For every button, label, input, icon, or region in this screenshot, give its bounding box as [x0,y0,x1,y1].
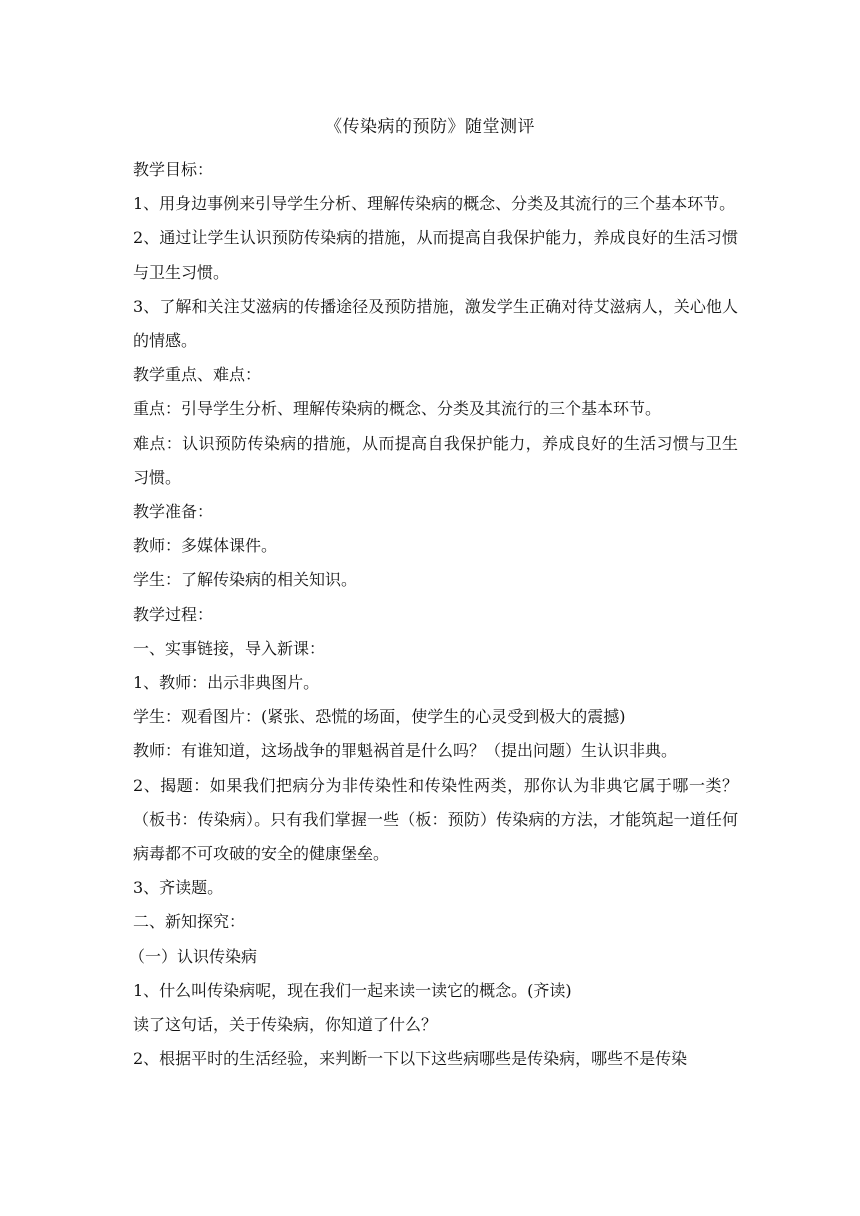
paragraph-step-2: 2、揭题：如果我们把病分为非传染性和传染性两类，那你认为非典它属于哪一类？（板书：传染病）。只有我们掌握一些（板：预防）传染病的方法，才能筑起一道任何病毒都不可攻破的安全的健康堡垒。 [133,775,738,864]
paragraph-goal-3: 3、了解和关注艾滋病的传播途径及预防措施，激发学生正确对待艾滋病人，关心他人的情感。 [133,296,738,351]
subsection-heading-explore: 二、新知探究： [133,912,246,932]
subsection-heading-know-disease: （一）认识传染病 [129,946,258,966]
section-heading-preparation: 教学准备： [133,502,214,522]
paragraph-step-1: 1、教师：出示非典图片。 [133,673,320,693]
paragraph-step-3: 3、齐读题。 [133,878,224,898]
paragraph-student-observe: 学生：观看图片：(紧张、恐慌的场面，使学生的心灵受到极大的震撼) [133,707,626,727]
paragraph-concept: 1、什么叫传染病呢，现在我们一起来读一读它的概念。(齐读) [133,980,572,1000]
subsection-heading-intro: 一、实事链接，导入新课： [133,638,326,658]
section-heading-key-points: 教学重点、难点： [133,365,262,385]
paragraph-judge: 2、根据平时的生活经验，来判断一下以下这些病哪些是传染病，哪些不是传染 [133,1049,688,1069]
paragraph-difficult-point: 难点：认识预防传染病的措施，从而提高自我保护能力，养成良好的生活习惯与卫生习惯。 [133,433,738,487]
paragraph-goal-1: 1、用身边事例来引导学生分析、理解传染病的概念、分类及其流行的三个基本环节。 [133,194,736,214]
section-heading-goals: 教学目标： [133,160,214,179]
paragraph-reflection: 读了这句话，关于传染病，你知道了什么？ [133,1015,438,1035]
paragraph-teacher-prep: 教师：多媒体课件。 [133,536,278,556]
paragraph-key-point: 重点：引导学生分析、理解传染病的概念、分类及其流行的三个基本环节。 [133,399,662,419]
document-title: 《传染病的预防》随堂测评 [325,117,535,137]
paragraph-student-prep: 学生：了解传染病的相关知识。 [133,570,358,590]
section-heading-process: 教学过程： [133,604,214,624]
paragraph-goal-2: 2、通过让学生认识预防传染病的措施，从而提高自我保护能力，养成良好的生活习惯与卫生习惯。 [133,228,738,282]
paragraph-teacher-question: 教师：有谁知道，这场战争的罪魁祸首是什么吗？（提出问题）生认识非典。 [133,741,678,761]
document-body [129,153,738,1076]
